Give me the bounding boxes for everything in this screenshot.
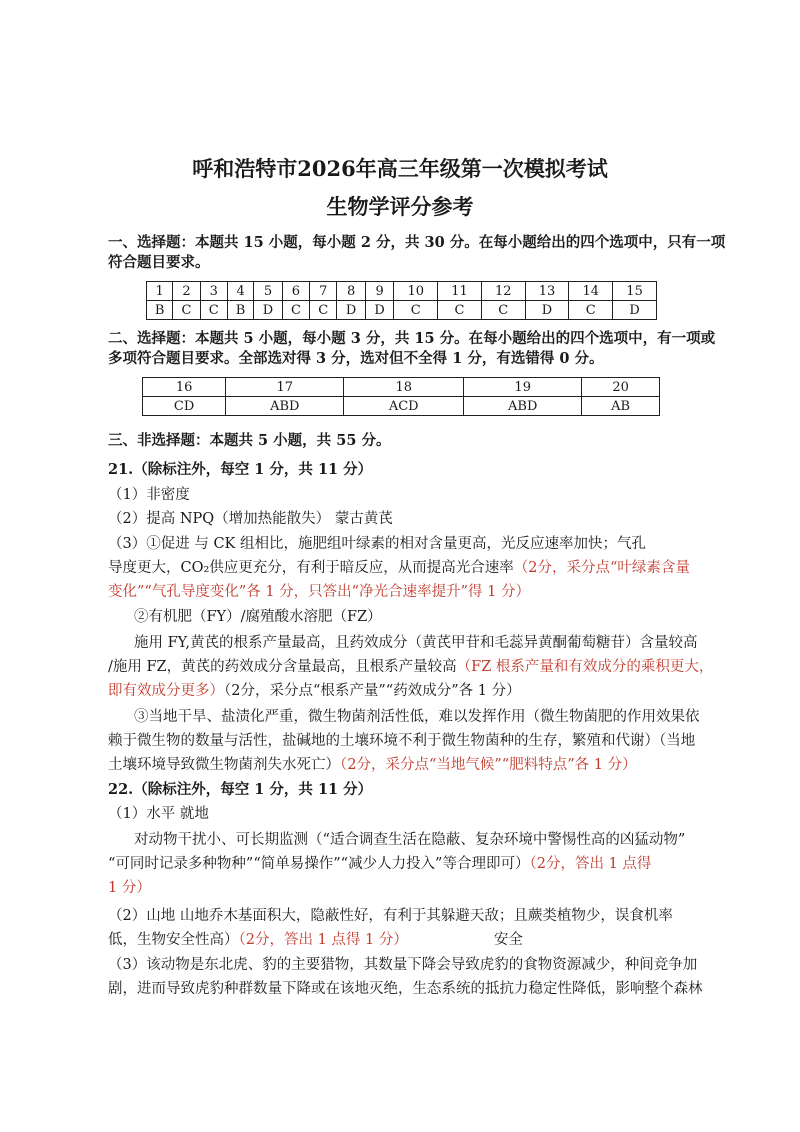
q21-part3-line5: 施用 FY,黄芪的根系产量最高，且药效成分（黄芪甲苷和毛蕊异黄酮葡萄糖苷）含量较高 [134, 635, 698, 651]
q21-part3-line7 [108, 681, 521, 701]
answer-text: 安全 [493, 932, 523, 948]
answer-cell: ABD [464, 397, 582, 416]
question-number: 18 [344, 378, 464, 397]
q21-heading: 21.（除标注外，每空 1 分，共 11 分） [108, 461, 373, 478]
question-number: 16 [143, 378, 226, 397]
answer-text: （2分，采分点“根系产量”“药效成分”各 1 分） [224, 683, 521, 699]
scoring-note: （2分，答出 1 点得 [529, 856, 652, 872]
question-number: 5 [254, 282, 283, 301]
scoring-note: （2分，答出 1 点得 1 分） [238, 932, 408, 948]
q21-part3-line4: ②有机肥（FY）/腐殖酸水溶肥（FZ） [134, 609, 382, 625]
scoring-note: （2分，采分点“叶绿素含量 [513, 560, 690, 576]
answer-cell: C [394, 301, 438, 320]
answer-cell: ACD [344, 397, 464, 416]
question-number: 14 [569, 282, 613, 301]
answer-text: /施用 FZ，黄芪的药效成分含量最高，且根系产量较高 [108, 659, 457, 675]
section2-intro-line1: 二、选择题：本题共 5 小题，每小题 3 分，共 15 分。在每小题给出的四个选项中，有一项或 [108, 330, 716, 347]
q21-part3-line3: 变化”“气孔导度变化”各 1 分，只答出“净光合速率提升”得 1 分） [108, 584, 530, 600]
question-number: 13 [525, 282, 569, 301]
question-number: 11 [438, 282, 482, 301]
answer-text: “可同时记录多种物种”“简单易操作”“减少人力投入”等合理即可） [108, 856, 530, 872]
q22-part3-line2: 剧，进而导致虎豹种群数量下降或在该地灭绝，生态系统的抵抗力稳定性降低，影响整个森林 [108, 981, 703, 997]
answer-cell: D [525, 301, 569, 320]
table-row [147, 282, 657, 301]
q22-part3-line1: （3）该动物是东北虎、豹的主要猎物，其数量下降会导致虎豹的食物资源减少，种间竞争加 [108, 957, 698, 973]
section1-answer-table [146, 281, 657, 320]
answer-cell: AB [582, 397, 660, 416]
question-number: 6 [282, 282, 309, 301]
answer-cell: D [613, 301, 657, 320]
section2-intro-line2: 多项符合题目要求。全部选对得 3 分，选对但不全得 1 分，有选错得 0 分。 [108, 350, 604, 367]
question-number: 1 [147, 282, 173, 301]
question-number: 7 [310, 282, 337, 301]
answer-cell: C [569, 301, 613, 320]
question-number: 8 [337, 282, 366, 301]
q22-part2-line1: （2）山地 山地乔木基面积大，隐蔽性好，有利于其躲避天敌；且蕨类植物少，误食机率 [108, 908, 673, 924]
question-number: 15 [613, 282, 657, 301]
page-subtitle: 生物学评分参考 [326, 194, 474, 219]
page-title: 呼和浩特市2026年高三年级第一次模拟考试 [192, 156, 608, 181]
answer-cell: C [310, 301, 337, 320]
answer-cell: C [438, 301, 482, 320]
section1-intro-line2: 符合题目要求。 [108, 254, 210, 271]
q21-part3-line1: （3）①促进 与 CK 组相比，施肥组叶绿素的相对含量更高，光反应速率加快；气孔 [108, 536, 646, 552]
question-number: 17 [226, 378, 344, 397]
question-number: 10 [394, 282, 438, 301]
q22-part2-line2 [108, 930, 523, 950]
q21-part3-line8: ③当地干旱、盐渍化严重，微生物菌剂活性低，难以发挥作用（微生物菌肥的作用效果依 [134, 709, 700, 725]
answer-text: 低，生物安全性高） [108, 932, 239, 948]
q21-part2: （2）提高 NPQ（增加热能散失） 蒙古黄芪 [108, 511, 393, 527]
answer-cell: B [147, 301, 173, 320]
q21-part1: （1）非密度 [108, 487, 190, 503]
answer-cell: D [337, 301, 366, 320]
question-number: 19 [464, 378, 582, 397]
q22-part1-line3 [108, 854, 651, 874]
question-number: 20 [582, 378, 660, 397]
q22-part1: （1）水平 就地 [108, 806, 209, 822]
answer-cell: D [365, 301, 394, 320]
section1-intro-line1: 一、选择题：本题共 15 小题，每小题 2 分，共 30 分。在每小题给出的四个选项中，只有一项 [108, 234, 726, 251]
answer-cell: C [173, 301, 200, 320]
question-number: 12 [481, 282, 525, 301]
q21-part3-line6 [108, 657, 713, 677]
q22-part1-line2: 对动物干扰小、可长期监测（“适合调查生活在隐蔽、复杂环境中警惕性高的凶猛动物” [134, 832, 686, 848]
answer-cell: ABD [226, 397, 344, 416]
answer-cell: C [282, 301, 309, 320]
q22-part1-line4: 1 分） [108, 880, 151, 896]
q22-heading: 22.（除标注外，每空 1 分，共 11 分） [108, 781, 373, 798]
table-row [147, 301, 657, 320]
question-number: 4 [227, 282, 253, 301]
answer-cell: CD [143, 397, 226, 416]
q21-part3-line9: 赖于微生物的数量与活性，盐碱地的土壤环境不利于微生物菌种的生存，繁殖和代谢）（当地 [108, 733, 696, 749]
q21-part3-line10 [108, 755, 637, 775]
section3-heading: 三、非选择题：本题共 5 小题，共 55 分。 [108, 432, 391, 449]
scoring-note: （FZ 根系产量和有效成分的乘积更大， [456, 659, 714, 675]
scoring-note: 即有效成分更多） [108, 683, 224, 699]
question-number: 3 [200, 282, 227, 301]
scoring-note: （2分，采分点“当地气候”“肥料特点”各 1 分） [340, 757, 637, 773]
table-row [143, 378, 660, 397]
answer-cell: C [481, 301, 525, 320]
answer-cell: D [254, 301, 283, 320]
answer-cell: B [227, 301, 253, 320]
answer-cell: C [200, 301, 227, 320]
section2-answer-table [142, 377, 660, 416]
answer-text: 导度更大，CO₂供应更充分，有利于暗反应，从而提高光合速率 [108, 560, 514, 576]
answer-text: 土壤环境导致微生物菌剂失水死亡） [108, 757, 340, 773]
question-number: 9 [365, 282, 394, 301]
table-row [143, 397, 660, 416]
q21-part3-line2 [108, 558, 690, 578]
question-number: 2 [173, 282, 200, 301]
